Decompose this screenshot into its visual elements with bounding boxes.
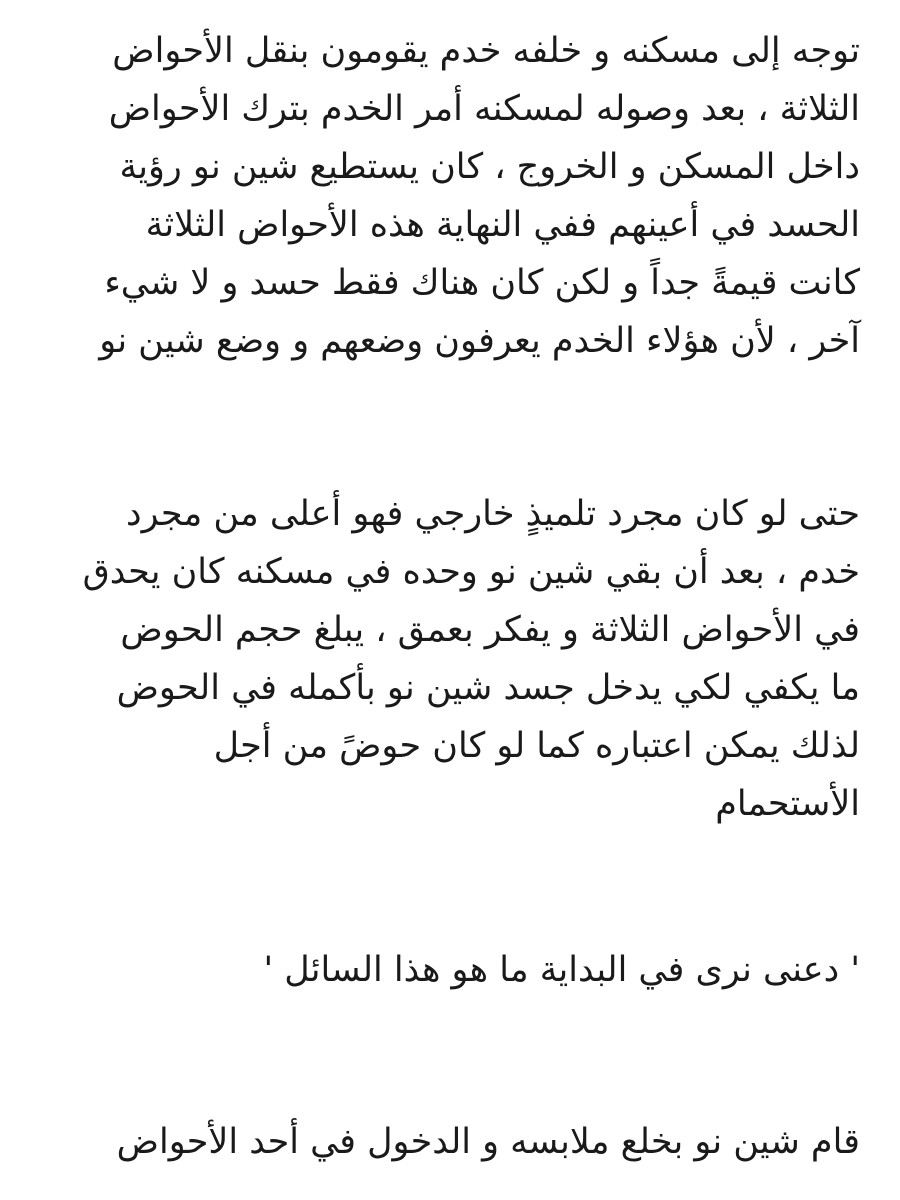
text-line: حتى لو كان مجرد تلميذٍ خارجي فهو أعلى من مجرد [126,494,860,534]
text-line: توجه إلى مسكنه و خلفه خدم يقومون بنقل الأحواض [112,31,860,71]
paragraph-1 [40,22,860,370]
text-line: الحسد في أعينهم ففي النهاية هذه الأحواض الثلاثة [145,205,860,245]
text-line: ' دعنى نرى في البداية ما هو هذا السائل ' [263,950,860,990]
paragraph-2 [40,485,860,833]
text-line: خدم ، بعد أن بقي شين نو وحده في مسكنه كان يحدق [82,552,860,592]
text-line: الأستحمام [715,784,860,824]
text-line: في الأحواض الثلاثة و يفكر بعمق ، يبلغ حجم الحوض [120,610,860,650]
text-line: لذلك يمكن اعتباره كما لو كان حوضً من أجل [213,726,860,766]
text-line: داخل المسكن و الخروج ، كان يستطيع شين نو رؤية [119,147,860,187]
paragraph-3-quote [40,941,860,999]
text-line: الثلاثة ، بعد وصوله لمسكنه أمر الخدم بترك الأحواض [108,89,860,129]
text-line: قام شين نو بخلع ملابسه و الدخول في أحد الأحواض [116,1122,860,1162]
text-line: ما يكفي لكي يدخل جسد شين نو بأكمله في الحوض [116,668,860,708]
text-line: كانت قيمةً جداً و لكن كان هناك فقط حسد و لا شيء [104,263,860,303]
paragraph-4 [40,1113,860,1171]
text-line: آخر ، لأن هؤلاء الخدم يعرفون وضعهم و وضع شين نو [99,321,860,361]
